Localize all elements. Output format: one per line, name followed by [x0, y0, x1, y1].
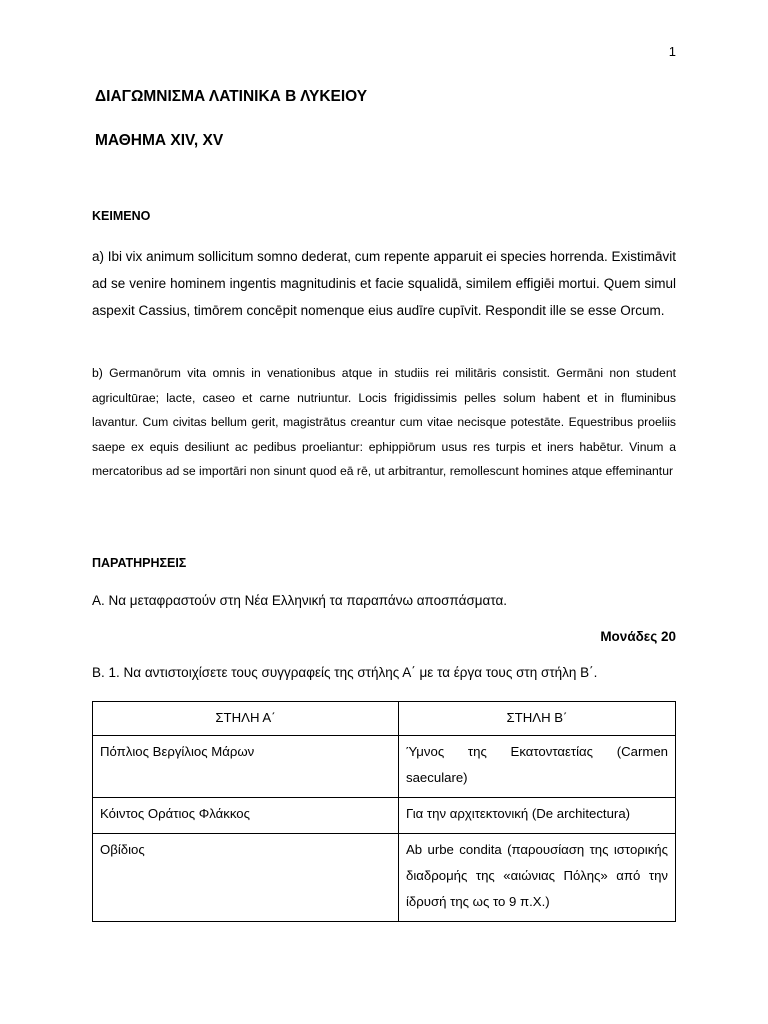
lessons-title: ΜΑΘΗΜΑ XIV, XV	[95, 132, 224, 149]
points-label: Μονάδες 20	[600, 629, 676, 644]
work-cell: Ab urbe condita (παρουσίαση της ιστορικής διαδρομής της «αιώνιας Πόλης» από την ίδρυσή της ως το 9 π.Χ.)	[399, 834, 676, 922]
question-a: Α. Να μεταφραστούν στη Νέα Ελληνική τα παραπάνω αποσπάσματα.	[92, 593, 508, 608]
author-cell: Οβίδιος	[93, 834, 399, 922]
column-a-header: ΣΤΗΛΗ Α΄	[93, 702, 399, 736]
passage-b: b) Germanōrum vita omnis in venationibus atque in studiis rei militāris consistit. Germāni non student agricultūrae; lacte, caseo et carne nutriuntur. Locis frigidissimis pelles solum habent et in fluminibus lavantur. Cum civitas bellum gerit, magistrātus creantur cum vitae necisque potestāte. Equestribus proeliis saepe ex equis desiliunt ac pedibus proeliantur: ephippiōrum usus res turpis et iners habētur. Vinum a mercatoribus ad se importāri non sinunt quod eā rē, ut arbitrantur, remollescunt homines atque effeminantur	[92, 366, 676, 478]
passage-a: a) Ibi vix animum sollicitum somno dederat, cum repente apparuit ei species horrenda. Existimāvit ad se venire hominem ingentis magnitudinis et facie squalidā, similem effigiēi mortui. Quem simul aspexit Cassius, timōrem concēpit nomenque eius audīre cupīvit. Respondit ille se esse Orcum.	[92, 249, 676, 318]
work-cell: Για την αρχιτεκτονική (De architectura)	[399, 798, 676, 834]
author-cell: Κόιντος Οράτιος Φλάκκος	[93, 798, 399, 834]
table-row	[93, 798, 676, 834]
exam-title: ΔΙΑΓΩΜΝΙΣΜΑ ΛΑΤΙΝΙΚΑ Β ΛΥΚΕΙΟΥ	[95, 88, 368, 105]
table-header-row	[93, 702, 676, 736]
text-heading: ΚΕΙΜΕΝΟ	[92, 209, 151, 223]
matching-table	[92, 701, 676, 922]
column-b-header: ΣΤΗΛΗ Β΄	[399, 702, 676, 736]
author-cell: Πόπλιος Βεργίλιος Μάρων	[93, 736, 399, 798]
table-row	[93, 736, 676, 798]
page-number: 1	[668, 44, 676, 59]
question-b1: Β. 1. Να αντιστοιχίσετε τους συγγραφείς της στήλης Α΄ με τα έργα τους στη στήλη Β΄.	[92, 665, 598, 680]
remarks-heading: ΠΑΡΑΤΗΡΗΣΕΙΣ	[92, 556, 187, 570]
work-cell: Ύμνος της Εκατονταετίας (Carmen saeculare)	[399, 736, 676, 798]
table-row	[93, 834, 676, 922]
